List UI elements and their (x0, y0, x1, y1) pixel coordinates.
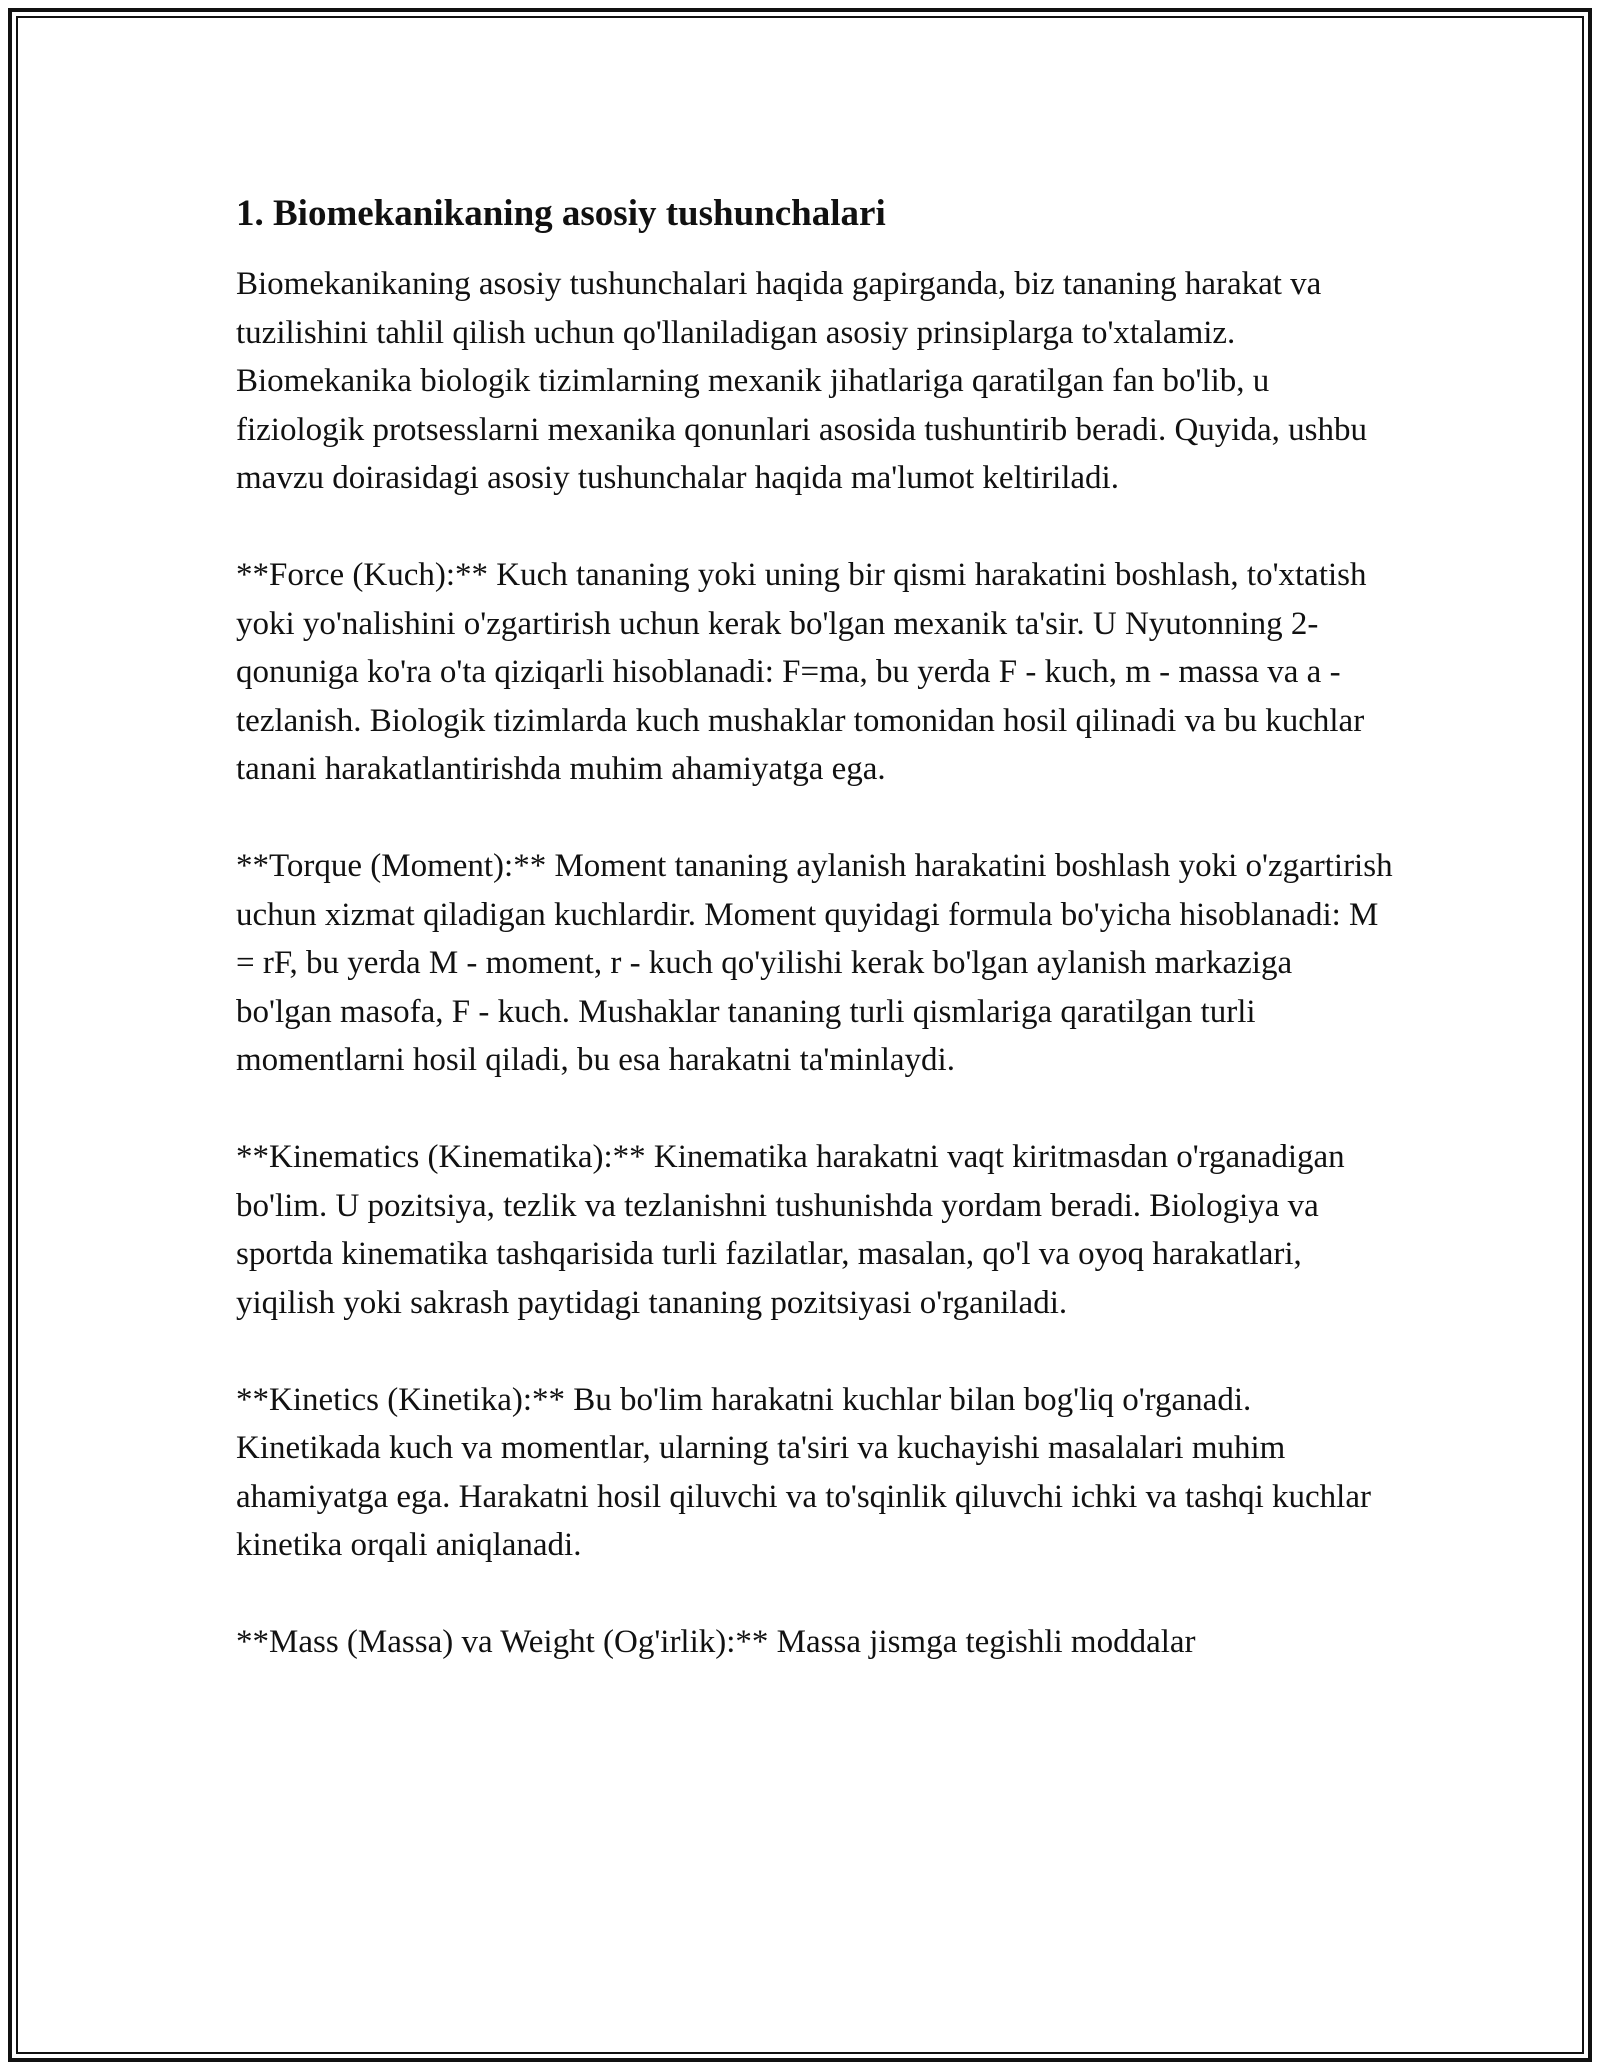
force-paragraph: **Force (Kuch):** Kuch tananing yoki uning bir qismi harakatini boshlash, to'xtatish yoki yo'nalishini o'zgartirish uchun kerak bo'lgan mexanik ta'sir. U Nyutonning 2-qonuniga ko'ra o'ta qiziqarli hisoblanadi: F=ma, bu yerda F - kuch, m - massa va a - tezlanish. Biologik tizimlarda kuch mushaklar tomonidan hosil qilinadi va bu kuchlar tanani harakatlantirishda muhim ahamiyatga ega. (236, 557, 1367, 787)
kinetics-paragraph: **Kinetics (Kinetika):** Bu bo'lim harakatni kuchlar bilan bog'liq o'rganadi. Kinetikada kuch va momentlar, ularning ta'siri va kuchayishi masalalari muhim ahamiyatga ega. Harakatni hosil qiluvchi va to'sqinlik qiluvchi ichki va tashqi kuchlar kinetika orqali aniqlanadi. (236, 1381, 1371, 1563)
torque-paragraph: **Torque (Moment):** Moment tananing aylanish harakatini boshlash yoki o'zgartirish uchun xizmat qiladigan kuchlardir. Moment quyidagi formula bo'yicha hisoblanadi: M = rF, bu yerda M - moment, r - kuch qo'yilishi kerak bo'lgan aylanish markaziga bo'lgan masofa, F - kuch. Mushaklar tananing turli qismlariga qaratilgan turli momentlarni hosil qiladi, bu esa harakatni ta'minlaydi. (236, 848, 1393, 1078)
intro-paragraph: Biomekanikaning asosiy tushunchalari haqida gapirganda, biz tananing harakat va tuzilishini tahlil qilish uchun qo'llaniladigan asosiy prinsiplarga to'xtalamiz. Biomekanika biologik tizimlarning mexanik jihatlariga qaratilgan fan bo'lib, u fiziologik protsesslarni mexanika qonunlari asosida tushuntirib beradi. Quyida, ushbu mavzu doirasidagi asosiy tushunchalar haqida ma'lumot keltiriladi. (236, 266, 1367, 496)
document-body (236, 186, 1396, 1667)
kinematics-paragraph: **Kinematics (Kinematika):** Kinematika harakatni vaqt kiritmasdan o'rganadigan bo'lim. U pozitsiya, tezlik va tezlanishni tushunishda yordam beradi. Biologiya va sportda kinematika tashqarisida turli fazilatlar, masalan, qo'l va oyoq harakatlari, yiqilish yoki sakrash paytidagi tananing pozitsiyasi o'rganiladi. (236, 1139, 1345, 1321)
section-heading: 1. Biomekanikaning asosiy tushunchalari (236, 193, 886, 234)
mass-weight-paragraph: **Mass (Massa) va Weight (Og'irlik):** Massa jismga tegishli moddalar (236, 1624, 1196, 1660)
